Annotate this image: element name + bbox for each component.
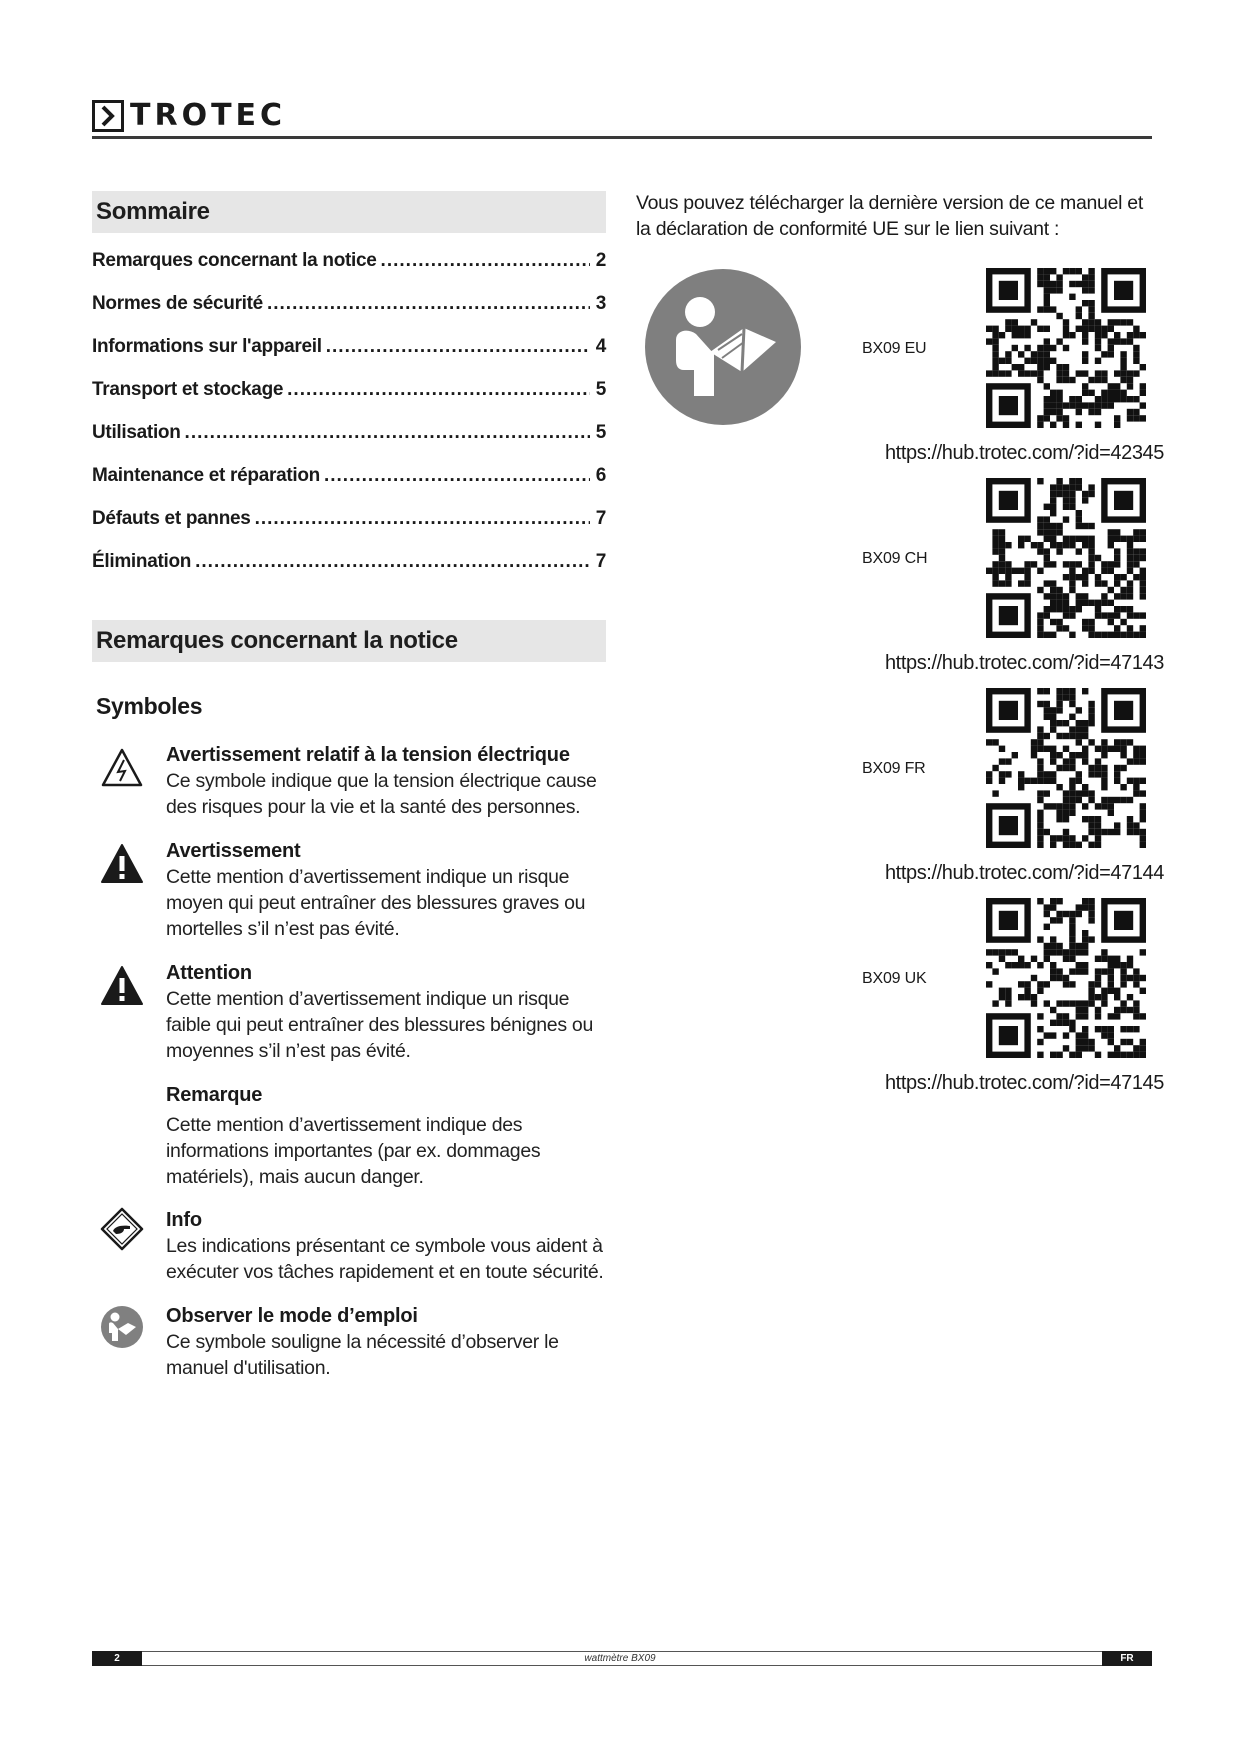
download-link[interactable]: https://hub.trotec.com/?id=47144	[884, 862, 1164, 884]
warning-triangle-icon	[100, 842, 144, 886]
symbol-title: Attention	[166, 962, 252, 984]
toc-item-page: 6	[595, 465, 606, 486]
logo-arrow-icon	[92, 100, 124, 132]
toc-item-title: Défauts et pannes	[92, 508, 251, 529]
read-manual-icon	[644, 268, 802, 426]
symbol-title: Avertissement	[166, 840, 301, 862]
read-manual-icon	[100, 1305, 144, 1349]
download-label: BX09 FR	[862, 760, 926, 777]
toc-item[interactable]	[92, 422, 606, 465]
toc-dots	[381, 250, 590, 272]
language-code: FR	[1102, 1651, 1152, 1666]
toc-item-title: Informations sur l'appareil	[92, 336, 322, 357]
toc-dots	[195, 551, 590, 573]
page-number: 2	[92, 1651, 142, 1666]
header-rule	[92, 136, 1152, 139]
toc-dots	[267, 293, 590, 315]
warning-triangle-icon	[100, 964, 144, 1008]
symbol-description: Ce symbole indique que la tension électrique cause des risques pour la vie et la santé des personnes.	[166, 770, 597, 818]
toc-item-page: 5	[595, 422, 606, 443]
qr-code-icon[interactable]	[986, 478, 1146, 638]
toc-item-title: Maintenance et réparation	[92, 465, 320, 486]
download-label: BX09 CH	[862, 550, 928, 567]
toc-item[interactable]	[92, 551, 606, 594]
notice-heading: Remarques concernant la notice	[92, 620, 606, 662]
table-of-contents	[92, 250, 606, 594]
qr-code-icon[interactable]	[986, 688, 1146, 848]
toc-item-page: 7	[595, 551, 606, 572]
symbol-description: Ce symbole souligne la nécessité d’observer le manuel d'utilisation.	[166, 1331, 559, 1379]
symbol-description: Cette mention d’avertissement indique un risque moyen qui peut entraîner des blessures graves ou mortelles s’il n’est pas évité.	[166, 866, 586, 940]
toc-item-page: 3	[595, 293, 606, 314]
toc-dots	[185, 422, 590, 444]
download-link[interactable]: https://hub.trotec.com/?id=47145	[884, 1072, 1164, 1094]
toc-item-title: Remarques concernant la notice	[92, 250, 377, 271]
toc-heading: Sommaire	[92, 191, 606, 233]
toc-dots	[324, 465, 590, 487]
toc-item-page: 4	[595, 336, 606, 357]
electric-warning-icon	[100, 746, 144, 790]
info-hand-icon	[100, 1207, 144, 1251]
toc-item[interactable]	[92, 336, 606, 379]
toc-dots	[287, 379, 590, 401]
toc-item-page: 5	[595, 379, 606, 400]
download-link[interactable]: https://hub.trotec.com/?id=42345	[884, 442, 1164, 464]
download-label: BX09 UK	[862, 970, 927, 987]
download-intro: Vous pouvez télécharger la dernière version de ce manuel et la déclaration de conformité UE sur le lien suivant :	[636, 192, 1143, 240]
symbol-description: Les indications présentant ce symbole vous aident à exécuter vos tâches rapidement et en toute sécurité.	[166, 1235, 604, 1283]
toc-item-title: Utilisation	[92, 422, 181, 443]
download-label: BX09 EU	[862, 340, 927, 357]
symbol-title: Remarque	[166, 1084, 263, 1106]
symbol-description: Cette mention d’avertissement indique un risque faible qui peut entraîner des blessures bénignes ou moyennes s’il n’est pas évité.	[166, 988, 594, 1062]
toc-dots	[326, 336, 590, 358]
symbol-title: Observer le mode d’emploi	[166, 1305, 418, 1327]
symbol-title: Avertissement relatif à la tension électrique	[166, 744, 570, 766]
footer-title: wattmètre BX09	[584, 1653, 656, 1664]
qr-code-icon[interactable]	[986, 268, 1146, 428]
toc-item[interactable]	[92, 508, 606, 551]
toc-item-title: Normes de sécurité	[92, 293, 263, 314]
toc-item[interactable]	[92, 379, 606, 422]
brand-name: TROTEC	[130, 98, 287, 133]
toc-item-page: 7	[595, 508, 606, 529]
symbol-title: Info	[166, 1209, 202, 1231]
toc-item[interactable]	[92, 293, 606, 336]
toc-item[interactable]	[92, 250, 606, 293]
qr-code-icon[interactable]	[986, 898, 1146, 1058]
toc-item[interactable]	[92, 465, 606, 508]
toc-item-title: Élimination	[92, 551, 192, 572]
symbols-subheading: Symboles	[96, 693, 203, 719]
toc-item-page: 2	[595, 250, 606, 271]
trotec-logo	[92, 98, 286, 134]
toc-dots	[255, 508, 590, 530]
toc-item-title: Transport et stockage	[92, 379, 284, 400]
download-link[interactable]: https://hub.trotec.com/?id=47143	[884, 652, 1164, 674]
symbol-description: Cette mention d’avertissement indique des informations importantes (par ex. dommages matériels), mais aucun danger.	[166, 1114, 541, 1188]
